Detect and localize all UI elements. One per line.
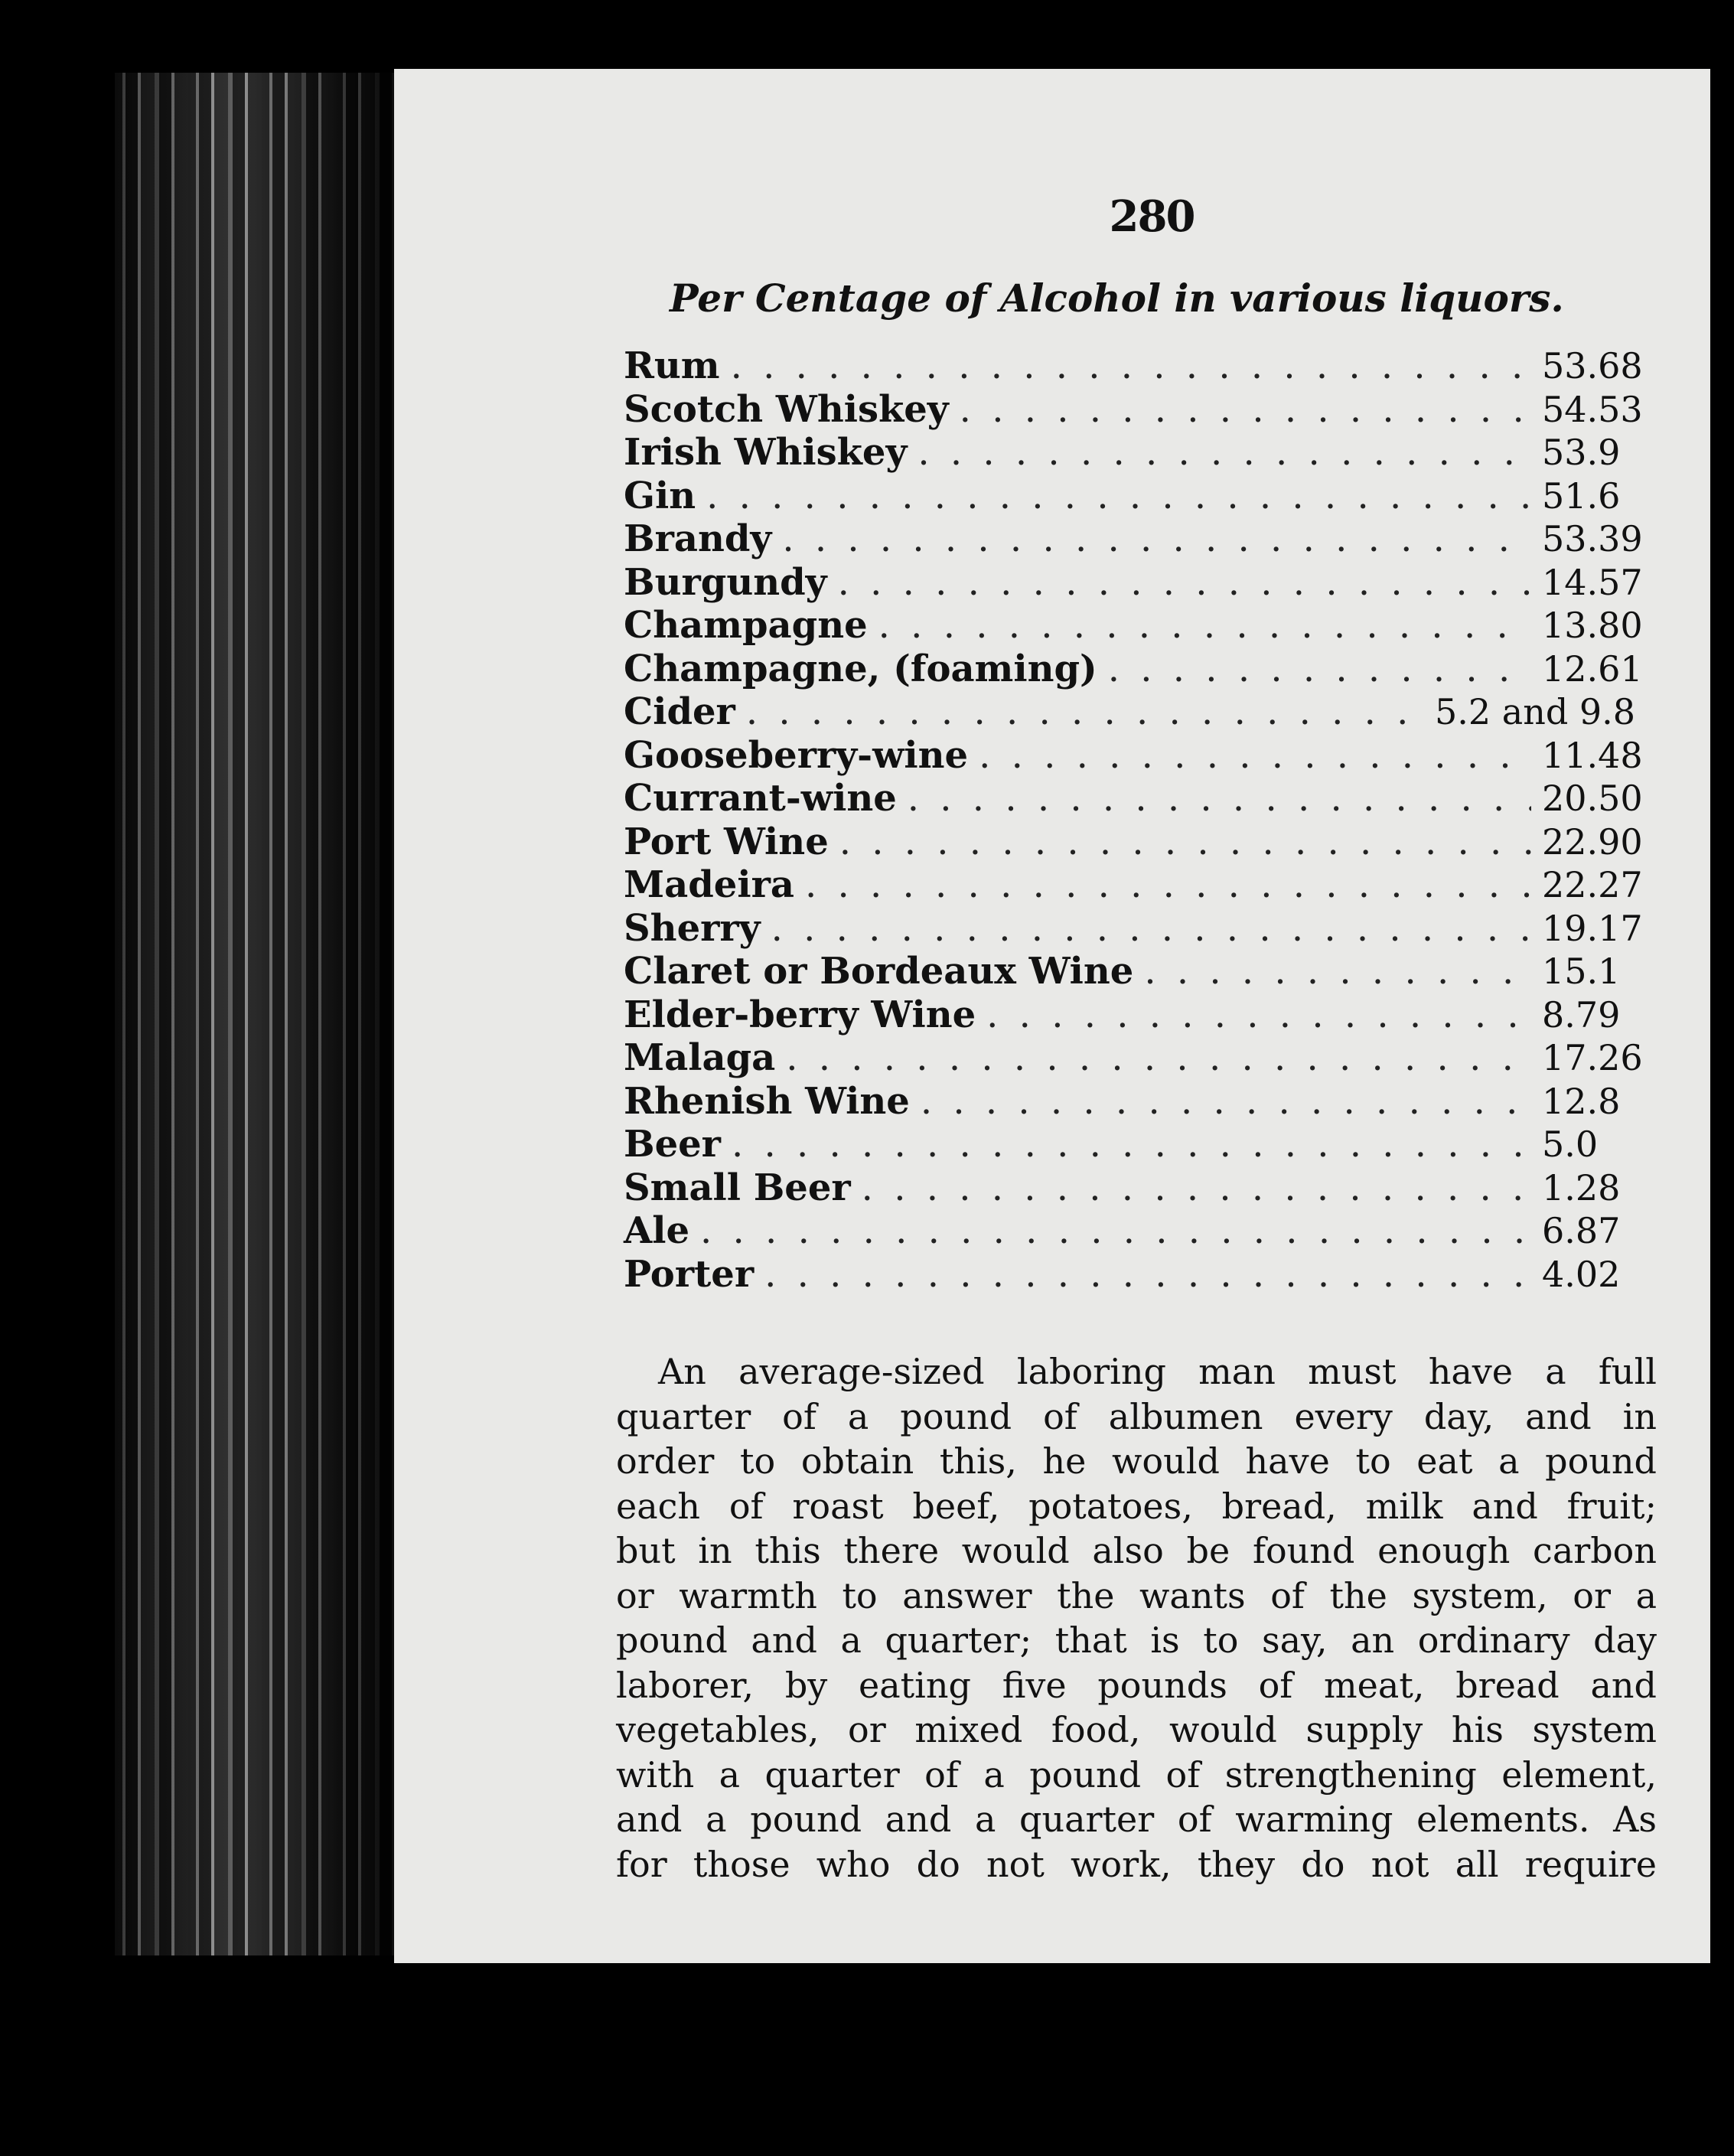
- dot-leader: [960, 388, 1531, 431]
- dot-leader: [878, 604, 1531, 647]
- liquor-name: Sherry: [624, 906, 761, 950]
- dot-leader: [862, 1166, 1531, 1209]
- alcohol-percentage: 22.90: [1542, 820, 1643, 863]
- table-title: Per Centage of Alcohol in various liquors.: [670, 276, 1564, 321]
- alcohol-table: [624, 344, 1657, 1296]
- liquor-name: Small Beer: [624, 1166, 851, 1209]
- table-row: [624, 561, 1657, 605]
- liquor-name: Gin: [624, 474, 696, 517]
- dot-leader: [764, 1253, 1531, 1296]
- table-row: [624, 907, 1657, 951]
- liquor-name: Currant-wine: [624, 777, 897, 820]
- table-row: [624, 431, 1657, 475]
- alcohol-percentage: 13.80: [1542, 605, 1643, 646]
- table-row: [624, 777, 1657, 820]
- table-row: [624, 517, 1657, 561]
- liquor-name: Port Wine: [624, 820, 829, 863]
- alcohol-percentage: 12.8: [1542, 1080, 1621, 1122]
- paragraph-line: or warmth to answer the wants of the system, or a: [616, 1574, 1657, 1616]
- liquor-name: Irish Whiskey: [624, 431, 908, 474]
- paragraph-line: for those who do not work, they do not all require: [616, 1843, 1657, 1885]
- table-row: [624, 1123, 1657, 1166]
- dot-leader: [908, 777, 1531, 820]
- table-row: [624, 1080, 1657, 1124]
- table-row: [624, 475, 1657, 518]
- paragraph-line: An average-sized laboring man must have a full: [658, 1351, 1657, 1392]
- table-row: [624, 344, 1657, 388]
- dot-leader: [731, 344, 1531, 387]
- alcohol-percentage: 5.0: [1542, 1124, 1599, 1165]
- alcohol-percentage: 5.2 and 9.8: [1435, 691, 1636, 732]
- liquor-name: Beer: [624, 1123, 721, 1166]
- liquor-name: Ale: [624, 1209, 690, 1252]
- liquor-name: Madeira: [624, 863, 794, 906]
- liquor-name: Malaga: [624, 1036, 776, 1079]
- liquor-name: Champagne, (foaming): [624, 647, 1097, 690]
- dot-leader: [786, 1036, 1531, 1079]
- alcohol-percentage: 53.9: [1542, 432, 1621, 473]
- liquor-name: Porter: [624, 1252, 755, 1296]
- paragraph-line: quarter of a pound of albumen every day, and in: [616, 1395, 1657, 1437]
- liquor-name: Cider: [624, 690, 735, 733]
- liquor-name: Scotch Whiskey: [624, 387, 949, 431]
- dot-leader: [838, 561, 1531, 604]
- book-page: [394, 69, 1710, 1963]
- paragraph-line: pound and a quarter; that is to say, an ordinary day: [616, 1619, 1657, 1661]
- paragraph-line: but in this there would also be found enough carbon: [616, 1530, 1657, 1571]
- table-row: [624, 1166, 1657, 1210]
- liquor-name: Rum: [624, 344, 720, 387]
- dot-leader: [771, 907, 1531, 950]
- table-row: [624, 604, 1657, 647]
- liquor-name: Burgundy: [624, 560, 827, 604]
- paragraph-line: and a pound and a quarter of warming elements. As: [616, 1799, 1657, 1840]
- table-row: [624, 388, 1657, 432]
- dot-leader: [782, 517, 1531, 560]
- paragraph-line: with a quarter of a pound of strengthening element,: [616, 1753, 1657, 1796]
- table-row: [624, 647, 1657, 691]
- liquor-name: Rhenish Wine: [624, 1079, 910, 1123]
- paragraph-line: each of roast beef, potatoes, bread, milk and fruit;: [616, 1485, 1657, 1527]
- alcohol-percentage: 6.87: [1542, 1210, 1621, 1251]
- alcohol-percentage: 11.48: [1542, 734, 1643, 776]
- liquor-name: Elder-berry Wine: [624, 993, 976, 1036]
- table-row: [624, 1209, 1657, 1253]
- alcohol-percentage: 12.61: [1542, 647, 1643, 690]
- dot-leader: [805, 863, 1531, 906]
- alcohol-percentage: 14.57: [1542, 561, 1643, 603]
- table-row: [624, 734, 1657, 778]
- alcohol-percentage: 15.1: [1542, 951, 1621, 992]
- table-row: [624, 690, 1657, 734]
- liquor-name: Champagne: [624, 604, 868, 647]
- dot-leader: [732, 1123, 1531, 1166]
- table-row: [624, 1036, 1657, 1080]
- table-row: [624, 950, 1657, 993]
- dot-leader: [1108, 647, 1531, 690]
- alcohol-percentage: 54.53: [1542, 388, 1643, 430]
- paragraph-line: laborer, by eating five pounds of meat, bread and: [616, 1664, 1657, 1706]
- dot-leader: [746, 690, 1424, 733]
- paragraph-line: order to obtain this, he would have to eat a pound: [616, 1440, 1657, 1482]
- liquor-name: Claret or Bordeaux Wine: [624, 950, 1134, 993]
- book-edge: [115, 73, 394, 1955]
- paragraph-line: vegetables, or mixed food, would supply his system: [616, 1709, 1657, 1750]
- table-row: [624, 1253, 1657, 1297]
- body-paragraph: [616, 1351, 1657, 1888]
- alcohol-percentage: 4.02: [1542, 1253, 1621, 1295]
- alcohol-percentage: 8.79: [1542, 993, 1621, 1036]
- dot-leader: [839, 820, 1531, 863]
- alcohol-percentage: 22.27: [1542, 864, 1643, 905]
- dot-leader: [1144, 950, 1531, 993]
- alcohol-percentage: 51.6: [1542, 475, 1621, 517]
- alcohol-percentage: 1.28: [1542, 1166, 1621, 1208]
- table-row: [624, 820, 1657, 864]
- dot-leader: [921, 1080, 1531, 1123]
- alcohol-percentage: 19.17: [1542, 907, 1643, 949]
- alcohol-percentage: 20.50: [1542, 778, 1643, 819]
- page-number: 280: [1109, 191, 1195, 242]
- alcohol-percentage: 53.68: [1542, 345, 1643, 387]
- dot-leader: [986, 993, 1531, 1036]
- dot-leader: [700, 1209, 1531, 1252]
- liquor-name: Brandy: [624, 517, 772, 560]
- table-row: [624, 863, 1657, 907]
- dot-leader: [706, 475, 1531, 517]
- dot-leader: [918, 431, 1531, 474]
- alcohol-percentage: 17.26: [1542, 1037, 1643, 1078]
- alcohol-percentage: 53.39: [1542, 518, 1643, 559]
- liquor-name: Gooseberry-wine: [624, 733, 969, 777]
- dot-leader: [979, 734, 1531, 777]
- table-row: [624, 993, 1657, 1037]
